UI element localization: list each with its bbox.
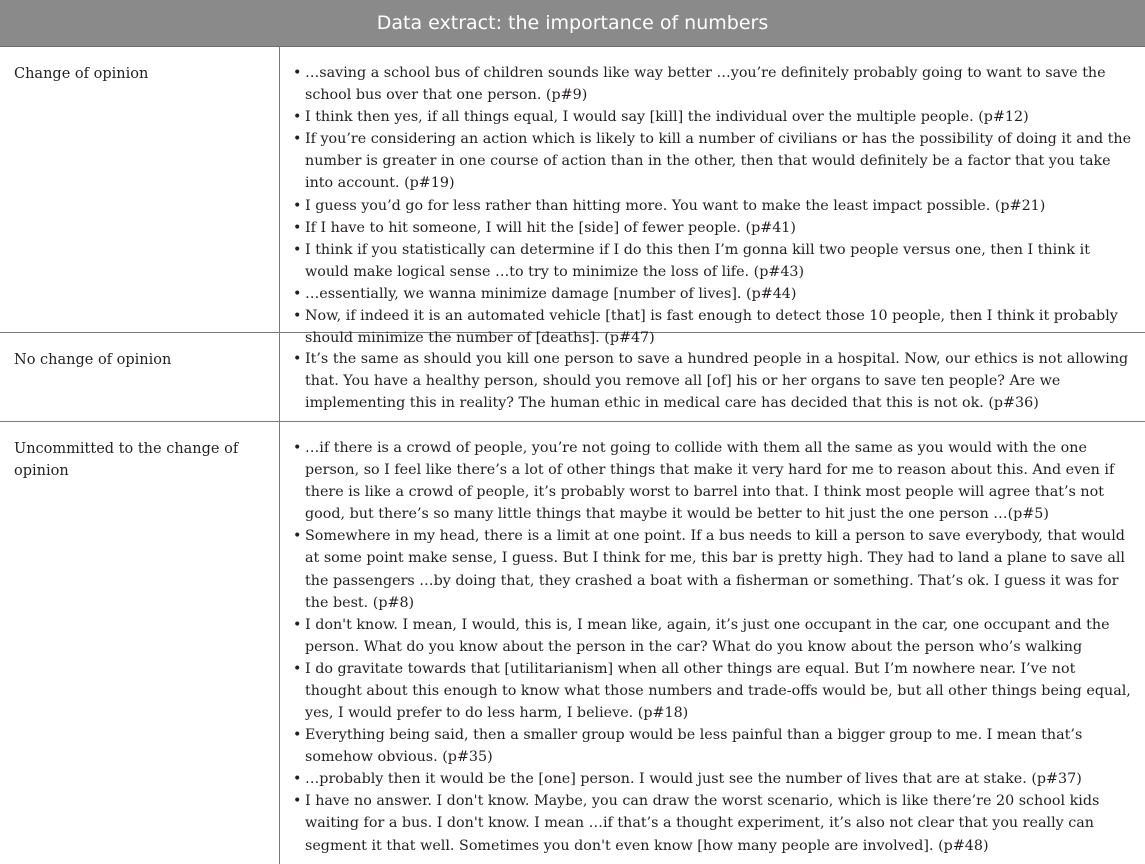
quote-item: • …if there is a crowd of people, you’re not going to collide with them all the same as you would with the one person, so I feel like there’s a lot of other things that make it very hard for me to reason about this. And even if there is like a crowd of people, it’s probably worst to barrel into that. I think most people will agree that’s not good, but there’s so many little things that maybe it would be better to hit just the one person …(p#5) [288,437,1133,525]
quote-item: • I don't know. I mean, I would, this is, I mean like, again, it’s just one occupant in the car, one occupant and the person. What do you know about the person in the car? What do you know about the person who’s walking [288,614,1133,658]
quote-item: • I have no answer. I don't know. Maybe, you can draw the worst scenario, which is like there’re 20 school kids waiting for a bus. I don't know. I mean …if that’s a thought experiment, it’s also not clear that you really can segment it that well. Sometimes you don't even know [how many people are involved]. (p#48) [288,790,1133,856]
row-category: Change of opinion [0,47,280,332]
quote-item: • …essentially, we wanna minimize damage [number of lives]. (p#44) [288,283,1133,305]
table-row-change-of-opinion [0,47,1145,347]
quote-item: • It’s the same as should you kill one person to save a hundred people in a hospital. Now, our ethics is not allowing that. You have a healthy person, should you remove all [of] his or her organs to save ten people? Are we implementing this in reality? The human ethic in medical care has decided that this is not ok. (p#36) [288,348,1133,414]
quote-list [280,422,1145,864]
quote-item: • …saving a school bus of children sounds like way better …you’re definitely probably going to want to save the school bus over that one person. (p#9) [288,62,1133,106]
quote-list [280,47,1145,347]
quote-item: • I think then yes, if all things equal, I would say [kill] the individual over the multiple people. (p#12) [288,106,1133,128]
quote-item: • Everything being said, then a smaller group would be less painful than a bigger group to me. I mean that’s somehow obvious. (p#35) [288,724,1133,768]
quote-item: • I do gravitate towards that [utilitarianism] when all other things are equal. But I’m nowhere near. I’ve not thought about this enough to know what those numbers and trade-offs would be, but all other things being equal, yes, I would prefer to do less harm, I believe. (p#18) [288,658,1133,724]
quote-item: • I guess you’d go for less rather than hitting more. You want to make the least impact possible. (p#21) [288,195,1133,217]
table-title: Data extract: the importance of numbers [0,0,1145,47]
table-row-uncommitted [0,422,1145,864]
quote-item: • Somewhere in my head, there is a limit at one point. If a bus needs to kill a person to save everybody, that would at some point make sense, I guess. But I think for me, this bar is pretty high. They had to land a plane to save all the passengers …by doing that, they crashed a boat with a fisherman or something. That’s ok. I guess it was for the best. (p#8) [288,525,1133,613]
quote-item: • If you’re considering an action which is likely to kill a number of civilians or has the possibility of doing it and the number is greater in one course of action than in the other, then that would definitely be a factor that you take into account. (p#19) [288,128,1133,194]
row-category: Uncommitted to the change of opinion [0,422,280,864]
quote-item: • Now, if indeed it is an automated vehicle [that] is fast enough to detect those 10 people, then I think it probably should minimize the number of [deaths]. (p#47) [288,305,1133,349]
quote-item: • …probably then it would be the [one] person. I would just see the number of lives that are at stake. (p#37) [288,768,1133,790]
quote-item: • I think if you statistically can determine if I do this then I’m gonna kill two people versus one, then I think it would make logical sense …to try to minimize the loss of life. (p#43) [288,239,1133,283]
row-category: No change of opinion [0,333,280,421]
quote-item: • If I have to hit someone, I will hit the [side] of fewer people. (p#41) [288,217,1133,239]
